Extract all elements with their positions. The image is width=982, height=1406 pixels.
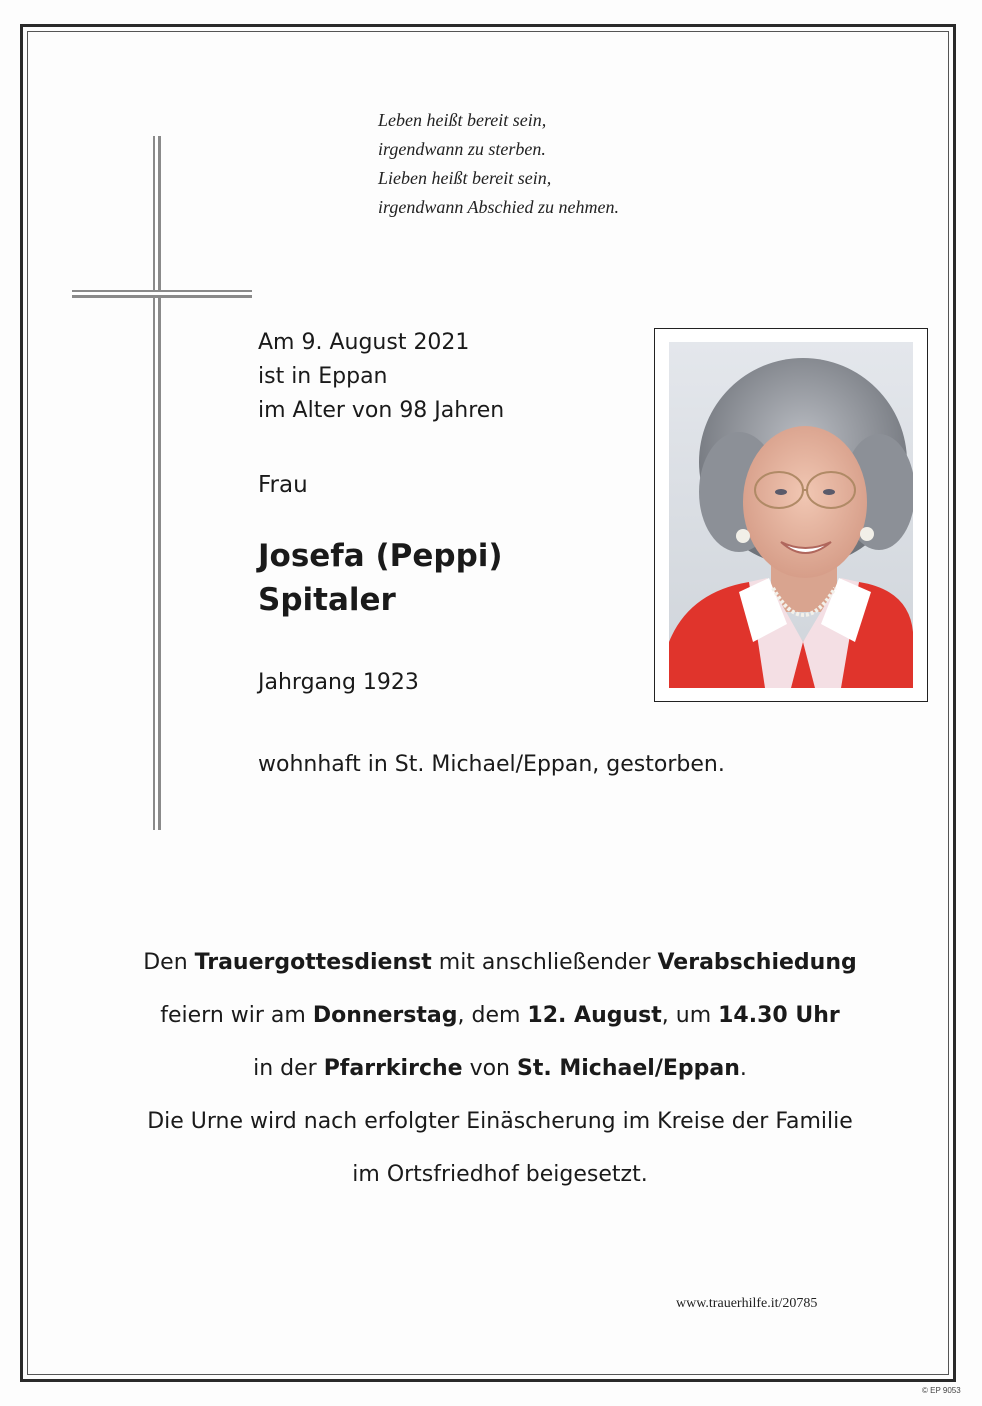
memorial-quote — [378, 106, 619, 222]
service-line-4: Die Urne wird nach erfolgter Einäscherung im Kreise der Familie — [147, 1109, 853, 1134]
last-name: Spitaler — [258, 582, 396, 618]
quote-line: Lieben heißt bereit sein, — [378, 168, 552, 188]
birth-year: Jahrgang 1923 — [258, 670, 419, 695]
intro-line: im Alter von 98 Jahren — [258, 398, 505, 423]
service-line-5: im Ortsfriedhof beigesetzt. — [352, 1162, 648, 1187]
text-segment: feiern wir am — [160, 1003, 313, 1028]
service-line-2 — [40, 989, 960, 1042]
cross-vertical-bar — [153, 136, 161, 830]
text-segment: . — [739, 1056, 747, 1081]
deceased-name — [258, 534, 503, 622]
emphasis-segment: Trauergottesdienst — [194, 950, 432, 975]
emphasis-segment: St. Michael/Eppan — [517, 1056, 740, 1081]
title-salutation: Frau — [258, 472, 308, 498]
cross-horizontal-bar — [72, 290, 252, 298]
text-segment: mit anschließender — [431, 950, 658, 975]
service-line-1 — [40, 936, 960, 989]
funeral-service-info — [40, 936, 960, 1201]
text-segment: von — [462, 1056, 517, 1081]
intro-line: Am 9. August 2021 — [258, 330, 470, 355]
service-line-3 — [40, 1042, 960, 1095]
text-segment: , dem — [457, 1003, 528, 1028]
text-segment: Den — [143, 950, 195, 975]
quote-line: irgendwann zu sterben. — [378, 139, 546, 159]
intro-line: ist in Eppan — [258, 364, 388, 389]
text-segment: in der — [253, 1056, 324, 1081]
quote-line: irgendwann Abschied zu nehmen. — [378, 197, 619, 217]
emphasis-segment: Donnerstag — [312, 1003, 458, 1028]
emphasis-segment: 12. August — [527, 1003, 662, 1028]
website-link[interactable]: www.trauerhilfe.it/20785 — [676, 1296, 818, 1311]
emphasis-segment: 14.30 Uhr — [718, 1003, 840, 1028]
residence-line: wohnhaft in St. Michael/Eppan, gestorben. — [258, 752, 725, 777]
portrait-frame — [654, 328, 928, 702]
death-announcement — [258, 326, 504, 428]
first-name: Josefa (Peppi) — [258, 538, 503, 574]
portrait-photo — [669, 342, 913, 688]
quote-line: Leben heißt bereit sein, — [378, 110, 547, 130]
emphasis-segment: Pfarrkirche — [323, 1056, 463, 1081]
emphasis-segment: Verabschiedung — [657, 950, 857, 975]
publisher-code: © EP 9053 — [922, 1386, 961, 1395]
text-segment: , um — [661, 1003, 719, 1028]
